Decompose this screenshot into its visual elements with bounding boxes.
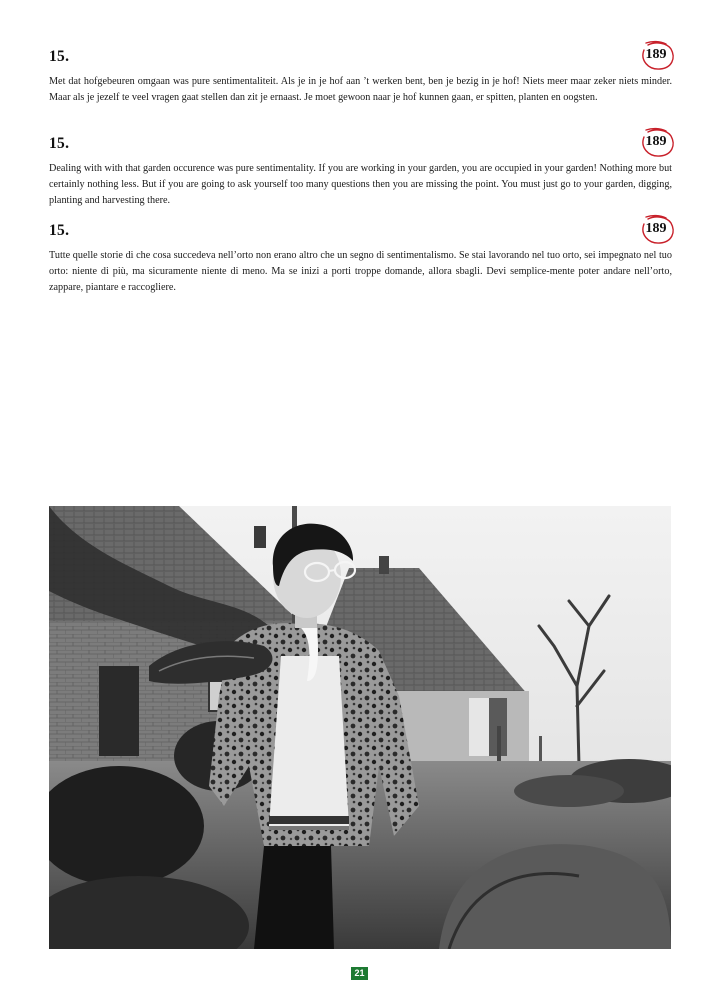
photograph: [49, 506, 671, 949]
page-reference: [638, 214, 674, 244]
page-reference-label: 189: [645, 47, 667, 62]
section-number: 15.: [49, 222, 70, 239]
page-number: 21: [351, 967, 368, 980]
text-section-dutch: [49, 44, 672, 106]
page-reference-label: 189: [645, 221, 667, 236]
page-reference: [638, 127, 674, 157]
text-section-english: [49, 131, 672, 209]
section-text: Met dat hofgebeuren omgaan was pure sentimentaliteit. Als je in je hof aan ’t werken bent, ben je bezig in je hof! Niets meer maar zeker niets minder. Maar als je jezelf te veel vragen gaat stellen dan zit je ernaast. Je moet gewoon naar je hof kunnen gaan, er spitten, planten en oogsten.: [49, 76, 672, 103]
page-reference: [638, 40, 674, 70]
section-number: 15.: [49, 135, 70, 152]
section-header: [49, 44, 672, 70]
section-text: Dealing with with that garden occurence was pure sentimentality. If you are working in your garden, you are occupied in your garden! Nothing more but certainly nothing less. But if you are going to ask yourself too many questions then you are missing the point. You must just go to your garden, digging, planting and harvesting there.: [49, 163, 672, 206]
section-number: 15.: [49, 48, 70, 65]
page-reference-label: 189: [645, 134, 667, 149]
section-text: Tutte quelle storie di che cosa succedeva nell’orto non erano altro che un segno di sentimentalismo. Se stai lavorando nel tuo orto, sei impegnato nel tuo orto: niente di più, ma sicuramente niente di meno. Ma se inizi a porti troppe domande, allora sbagli. Devi semplice-mente poter andare nell’orto, zappare, piantare e raccogliere.: [49, 250, 672, 293]
section-header: [49, 131, 672, 157]
text-section-italian: [49, 218, 672, 296]
section-header: [49, 218, 672, 244]
photo-scene: [49, 506, 671, 949]
